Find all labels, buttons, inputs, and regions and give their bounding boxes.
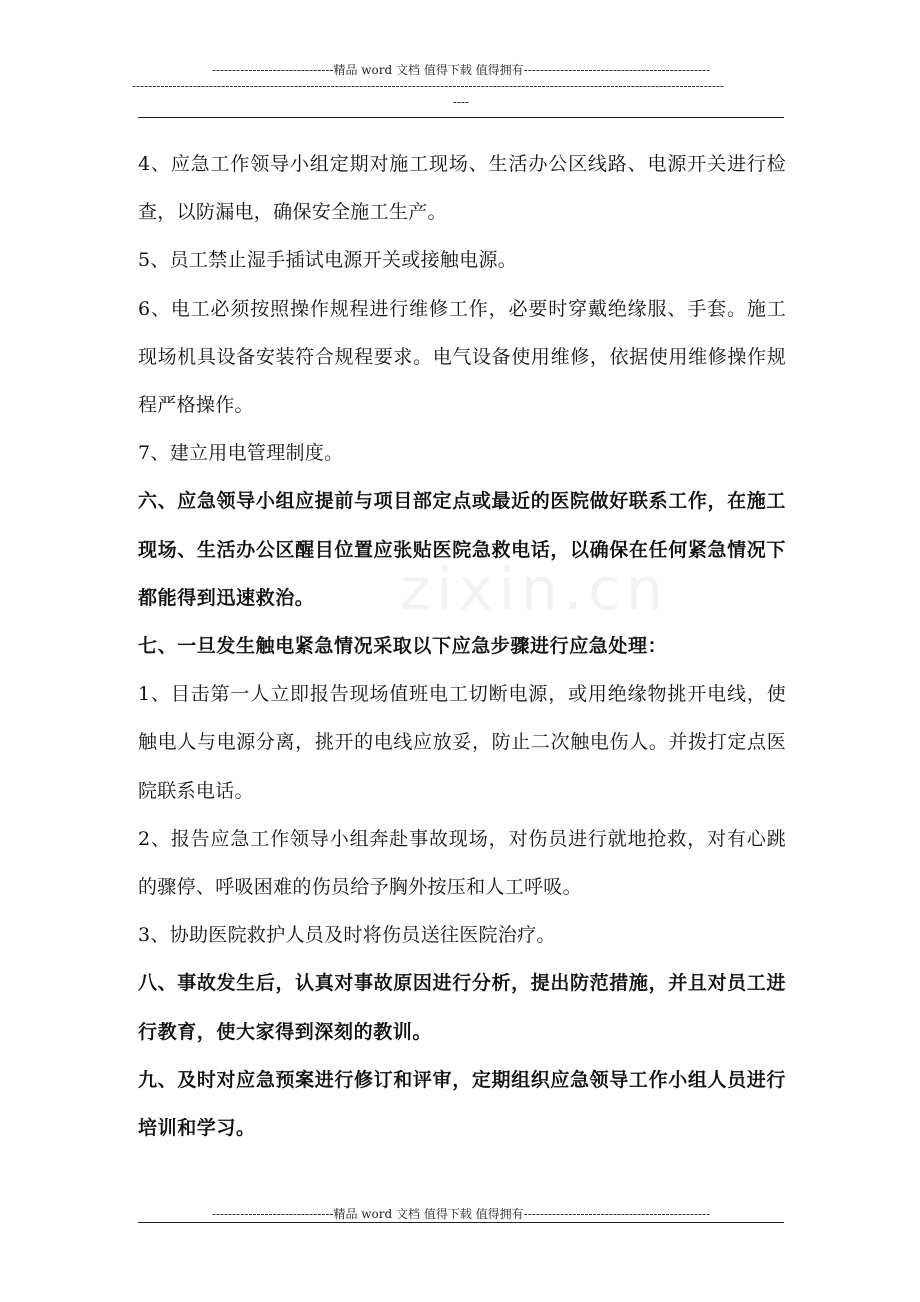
page-header bbox=[132, 62, 784, 110]
page-footer: ------------------------------精品 word 文档 值得下载 值得拥有---------------------------------------------- bbox=[211, 1207, 711, 1221]
paragraph-6: 6、电工必须按照操作规程进行维修工作，必要时穿戴绝缘服、手套。施工现场机具设备安装符合规程要求。电气设备使用维修，依据使用维修操作规程严格操作。 bbox=[138, 297, 786, 417]
footer-rule bbox=[138, 1222, 784, 1223]
step-2: 2、报告应急工作领导小组奔赴事故现场，对伤员进行就地抢救，对有心跳的骤停、呼吸困难的伤员给予胸外按压和人工呼吸。 bbox=[138, 827, 786, 899]
step-3: 3、协助医院救护人员及时将伤员送往医院治疗。 bbox=[138, 924, 556, 947]
section-seven: 七、一旦发生触电紧急情况采取以下应急步骤进行应急处理： bbox=[138, 635, 668, 658]
header-text: ------------------------------精品 word 文档 值得下载 值得拥有---------------------------------------------- bbox=[211, 63, 711, 77]
watermark: zixin.cn bbox=[400, 555, 669, 623]
section-six: 六、应急领导小组应提前与项目部定点或最近的医院做好联系工作，在施工现场、生活办公区醒目位置应张贴医院急救电话，以确保在任何紧急情况下都能得到迅速救治。 bbox=[138, 490, 786, 609]
paragraph-4: 4、应急工作领导小组定期对施工现场、生活办公区线路、电源开关进行检查，以防漏电，确保安全施工生产。 bbox=[138, 153, 786, 224]
header-dash-tail: ---- bbox=[452, 95, 470, 109]
header-rule bbox=[138, 117, 784, 118]
section-nine: 九、及时对应急预案进行修订和评审，定期组织应急领导工作小组人员进行培训和学习。 bbox=[138, 1068, 786, 1140]
document-body bbox=[138, 140, 786, 1152]
paragraph-5: 5、员工禁止湿手插试电源开关或接触电源。 bbox=[138, 249, 518, 272]
step-1: 1、目击第一人立即报告现场值班电工切断电源，或用绝缘物挑开电线，使触电人与电源分离，挑开的电线应放妥，防止二次触电伤人。并拨打定点医院联系电话。 bbox=[138, 683, 786, 802]
header-dash-line: -------------------------------------------------------------------------------------------------------------------------------------------------- bbox=[132, 79, 724, 93]
section-eight: 八、事故发生后，认真对事故原因进行分析，提出防范措施，并且对员工进行教育，使大家得到深刻的教训。 bbox=[138, 972, 786, 1043]
paragraph-7: 7、建立用电管理制度。 bbox=[138, 442, 344, 465]
